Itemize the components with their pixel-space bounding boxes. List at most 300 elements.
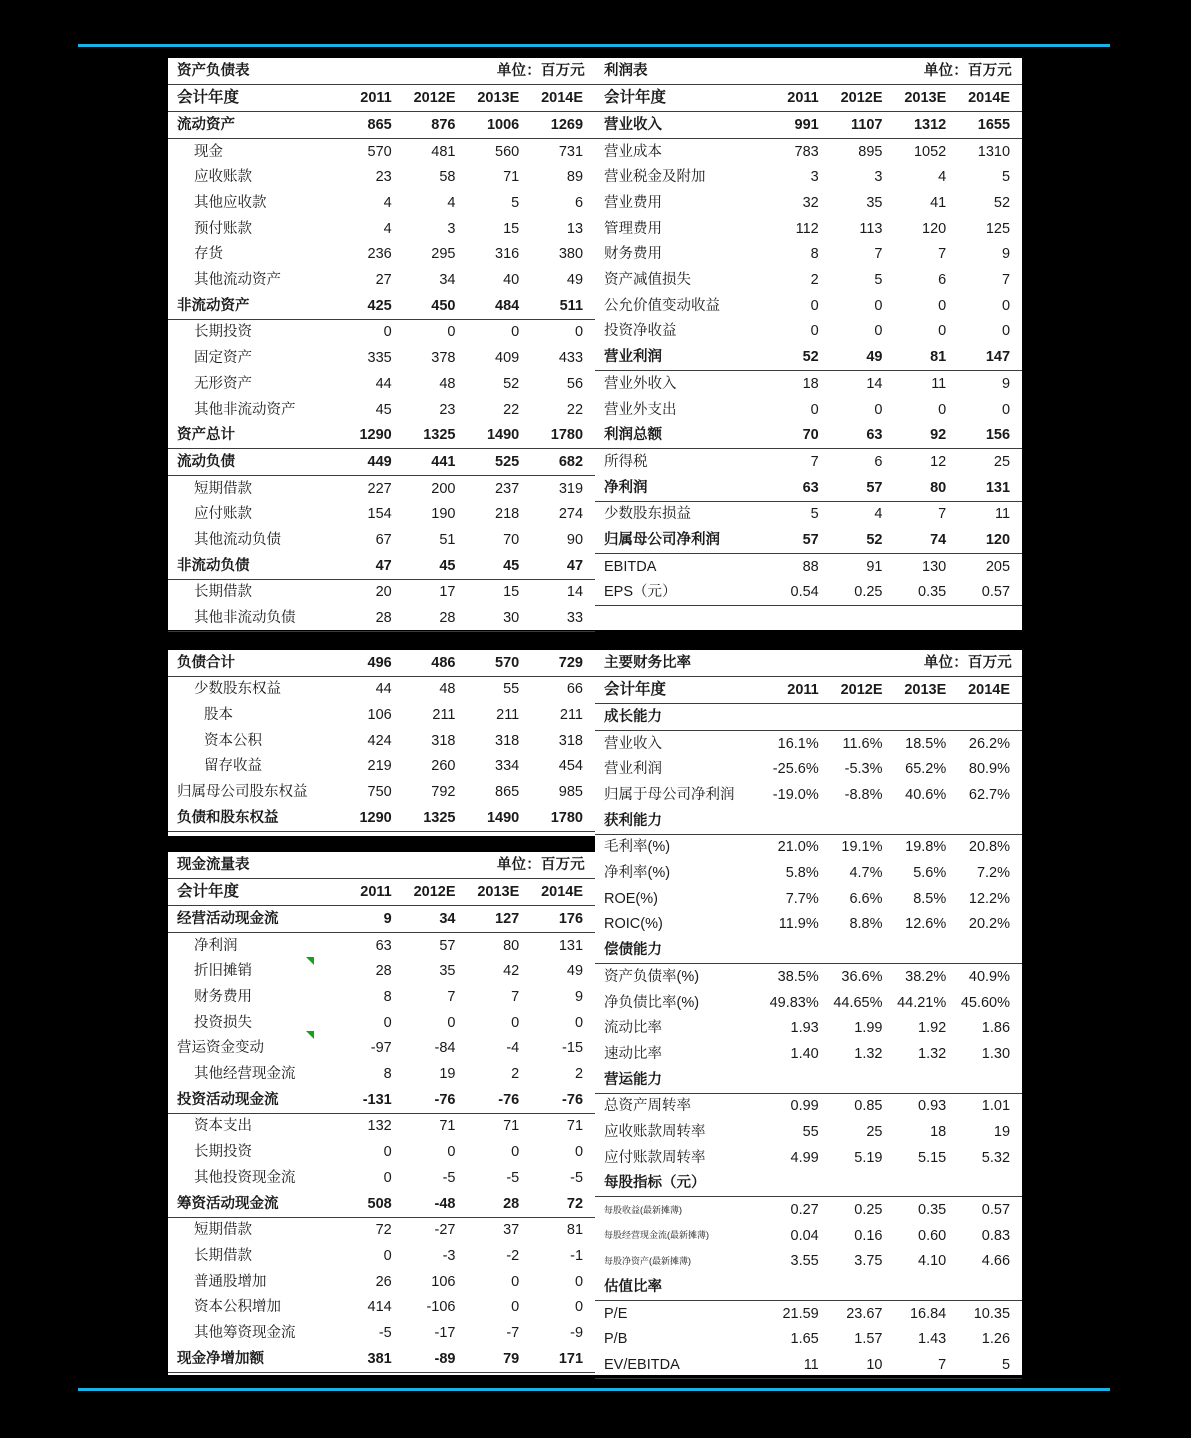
row-value: 0 [938, 297, 947, 314]
row-value [831, 938, 895, 964]
row-value: 6 [874, 453, 883, 470]
table-row [595, 1275, 1022, 1301]
row-value: 2012E [404, 84, 468, 112]
row-label: 每股净资产(最新摊薄) [604, 1256, 691, 1267]
row-value: 570 [468, 650, 532, 676]
table-row [595, 1145, 1022, 1171]
row-value: -7 [506, 1324, 520, 1341]
row-value: 1310 [977, 143, 1011, 160]
row-value: 783 [794, 143, 819, 160]
row-value: -1 [570, 1247, 584, 1264]
row-value: 12.6% [905, 916, 947, 933]
row-value: 0 [383, 324, 392, 341]
row-value: 237 [495, 480, 520, 497]
row-value: 496 [340, 650, 404, 676]
row-label: 营业利润 [604, 761, 662, 778]
row-label: 会计年度 [595, 84, 767, 112]
row-value: 2013E [895, 676, 959, 704]
row-value: 8 [383, 1066, 392, 1083]
unit-note: 单位：百万元 [767, 650, 1022, 676]
row-value: 433 [558, 350, 584, 367]
table-row [168, 1165, 595, 1191]
row-value: 25 [993, 453, 1011, 470]
row-value: 211 [559, 706, 583, 723]
row-value [958, 1067, 1022, 1093]
row-value: 380 [558, 246, 584, 263]
row-label: 现金 [194, 143, 223, 160]
row-value: 81 [566, 1222, 584, 1239]
row-label: 营运能力 [595, 1067, 767, 1093]
table-row [595, 964, 1022, 990]
table-row [595, 704, 1022, 731]
row-value: 0 [511, 1273, 520, 1290]
row-value: 71 [566, 1118, 584, 1135]
row-value: 3 [810, 169, 819, 186]
row-value: 22 [566, 401, 584, 418]
row-label: ROE(%) [604, 890, 658, 907]
row-label: 营业利润 [595, 345, 767, 371]
row-value: 51 [439, 531, 456, 548]
table-row [595, 190, 1022, 216]
row-value: 729 [531, 650, 595, 676]
row-value: 211 [432, 706, 456, 723]
table-row [168, 527, 595, 553]
row-value: 211 [496, 706, 520, 723]
table-row [595, 731, 1022, 757]
row-value: 52 [767, 345, 831, 371]
row-value: 52 [831, 527, 895, 553]
row-value: 58 [439, 169, 456, 186]
row-value: 35 [439, 963, 456, 980]
row-label: 短期借款 [194, 480, 252, 497]
row-label: 利润总额 [595, 423, 767, 449]
row-value: 20 [375, 584, 392, 601]
row-value: 57 [831, 475, 895, 501]
row-value: 0 [1001, 401, 1011, 418]
row-label: 营业费用 [604, 195, 662, 212]
row-value: 0.60 [918, 1227, 947, 1244]
row-value [958, 704, 1022, 731]
row-value: 0 [574, 1014, 584, 1031]
row-value: 218 [495, 506, 520, 523]
row-value: 11 [994, 506, 1011, 523]
row-value [767, 938, 831, 964]
row-label: 少数股东损益 [604, 506, 691, 523]
row-value: 227 [367, 480, 392, 497]
row-value: 7 [938, 246, 947, 263]
table-row [595, 216, 1022, 242]
row-value [831, 1275, 895, 1301]
row-value: 2014E [531, 878, 595, 906]
row-label: P/B [604, 1331, 628, 1348]
row-value: 48 [439, 681, 456, 698]
row-value: 0 [574, 1273, 584, 1290]
row-value: 0 [383, 1144, 392, 1161]
row-value: 0 [810, 323, 819, 340]
table-row [595, 423, 1022, 449]
row-value: -5 [506, 1169, 520, 1186]
row-value: 560 [495, 143, 520, 160]
row-value: 0.16 [854, 1227, 883, 1244]
row-value [958, 1275, 1022, 1301]
table-row [595, 808, 1022, 834]
row-value: 131 [558, 937, 584, 954]
table-row [168, 1062, 595, 1088]
row-label: EBITDA [604, 558, 657, 575]
row-value: 47 [340, 553, 404, 579]
row-label: 会计年度 [168, 878, 340, 906]
row-value: 1655 [958, 112, 1022, 139]
row-value [895, 1275, 959, 1301]
row-value: 260 [431, 758, 456, 775]
row-value: 2011 [767, 84, 831, 112]
table-row [595, 139, 1022, 165]
row-value: 731 [558, 143, 584, 160]
row-value: 0.93 [918, 1098, 947, 1115]
table-row [595, 1016, 1022, 1042]
row-value [831, 1067, 895, 1093]
row-value: 0.35 [918, 1202, 947, 1219]
row-value: 4.10 [918, 1253, 947, 1270]
row-value: 28 [404, 605, 468, 631]
table-row [595, 990, 1022, 1016]
row-value: 71 [439, 1118, 456, 1135]
row-label: 投资净收益 [604, 323, 677, 340]
header-rule [78, 44, 1110, 47]
table-row [595, 1197, 1022, 1223]
row-value: -76 [468, 1087, 532, 1113]
row-value: 38.2% [905, 968, 947, 985]
row-value: 0 [383, 1247, 392, 1264]
row-value: 1325 [404, 805, 468, 831]
row-value: 865 [340, 112, 404, 139]
row-value: 486 [404, 650, 468, 676]
table-row [595, 1327, 1022, 1353]
row-value: 865 [495, 784, 520, 801]
row-value: 62.7% [968, 787, 1011, 804]
row-value: 10 [831, 1353, 895, 1379]
row-value: 91 [866, 558, 883, 575]
row-label: 其他流动负债 [194, 531, 281, 548]
row-value: -25.6% [772, 761, 819, 778]
table-header-row [595, 676, 1022, 704]
row-value: 106 [367, 706, 392, 723]
row-label: 流动资产 [168, 112, 340, 139]
row-label: 营业收入 [604, 735, 662, 752]
row-label: 营运资金变动 [177, 1040, 264, 1057]
table-title-row [168, 58, 595, 84]
row-value: 40.6% [905, 787, 947, 804]
row-label: 流动负债 [168, 449, 340, 476]
row-value: 65.2% [905, 761, 947, 778]
row-value: 154 [367, 506, 392, 523]
row-label: 速动比率 [604, 1045, 662, 1062]
row-value: 127 [468, 906, 532, 933]
unit-note: 单位：百万元 [767, 58, 1022, 84]
row-value: 1.30 [981, 1045, 1011, 1062]
row-label: 管理费用 [604, 220, 662, 237]
row-value: 113 [859, 220, 883, 237]
row-value: 2013E [468, 878, 532, 906]
table-row [168, 933, 595, 959]
row-value: 1.65 [790, 1331, 819, 1348]
row-value: 52 [503, 375, 520, 392]
row-value: -89 [404, 1346, 468, 1372]
row-value: 89 [566, 169, 584, 186]
table-row [168, 371, 595, 397]
row-label: 负债合计 [168, 650, 340, 676]
table-row [168, 319, 595, 345]
table-row [595, 580, 1022, 606]
row-value [895, 938, 959, 964]
table-row [595, 501, 1022, 527]
table-row [168, 1036, 595, 1062]
row-value: 92 [895, 423, 959, 449]
table-row [168, 754, 595, 780]
balance-sheet-table [168, 58, 595, 632]
row-value: 0 [574, 324, 584, 341]
row-value: 7 [874, 246, 883, 263]
financial-ratios-body [595, 650, 1022, 1379]
row-value: 295 [431, 246, 456, 263]
row-label: 折旧摊销 [194, 963, 252, 980]
row-value: 6 [938, 272, 947, 289]
row-value: 44 [375, 681, 392, 698]
row-value: -84 [434, 1040, 456, 1057]
table-title: 主要财务比率 [595, 650, 767, 676]
row-value: 0 [574, 1144, 584, 1161]
row-value: 449 [340, 449, 404, 476]
row-value: 484 [468, 293, 532, 319]
row-label: 固定资产 [194, 350, 252, 367]
row-value: 80 [895, 475, 959, 501]
row-value [895, 1171, 959, 1197]
row-value: 2012E [404, 878, 468, 906]
row-label: 财务费用 [194, 989, 252, 1006]
row-value: 0 [1001, 297, 1011, 314]
row-value: 750 [367, 784, 392, 801]
row-value: 5 [874, 272, 883, 289]
row-value [895, 704, 959, 731]
row-value: 0.04 [790, 1227, 819, 1244]
row-value: 2012E [831, 84, 895, 112]
table-row [595, 475, 1022, 501]
row-value [831, 704, 895, 731]
row-label: 每股经营现金流(最新摊薄) [604, 1230, 709, 1241]
income-statement-body [595, 58, 1022, 606]
row-value: 414 [367, 1299, 392, 1316]
row-value: 156 [958, 423, 1022, 449]
row-value: 18 [802, 375, 819, 392]
row-label: 留存收益 [204, 758, 262, 775]
row-value: 1.26 [981, 1331, 1011, 1348]
row-value: 2011 [767, 676, 831, 704]
row-label: 净利率(%) [604, 865, 671, 882]
row-value: 1.32 [918, 1045, 947, 1062]
row-value: 1312 [895, 112, 959, 139]
row-value: 106 [431, 1273, 456, 1290]
table-row [595, 782, 1022, 808]
row-value: 1780 [531, 805, 595, 831]
row-value: 0 [447, 1144, 456, 1161]
row-value: 190 [431, 506, 456, 523]
row-value: -4 [506, 1040, 520, 1057]
row-value: -9 [570, 1324, 584, 1341]
row-value: 147 [958, 345, 1022, 371]
row-value: 9 [574, 989, 584, 1006]
cash-flow-table [168, 852, 595, 1373]
row-value: 0 [810, 297, 819, 314]
row-value: 334 [495, 758, 520, 775]
row-value: 0 [511, 1014, 520, 1031]
row-label: 其他经营现金流 [194, 1066, 296, 1083]
row-value: 0 [383, 1169, 392, 1186]
row-label: 资产负债率(%) [604, 968, 700, 985]
row-label: 其他非流动负债 [168, 605, 340, 631]
row-value: 80.9% [968, 761, 1011, 778]
table-row [595, 242, 1022, 268]
row-value: 55 [802, 1123, 819, 1140]
row-label: 归属母公司净利润 [595, 527, 767, 553]
row-label: 少数股东权益 [194, 681, 281, 698]
table-header-row [168, 878, 595, 906]
row-value: 991 [767, 112, 831, 139]
table-row [168, 190, 595, 216]
table-row [168, 502, 595, 528]
table-row [168, 216, 595, 242]
table-row [595, 1249, 1022, 1275]
row-value: 45.60% [960, 994, 1011, 1011]
unit-note: 单位：百万元 [340, 852, 595, 878]
table-row [595, 268, 1022, 294]
row-value: 11.6% [842, 735, 883, 752]
row-value: 5.6% [913, 865, 947, 882]
row-value: 45 [375, 401, 392, 418]
row-label: 其他流动资产 [194, 272, 281, 289]
row-value: 1006 [468, 112, 532, 139]
table-row [168, 397, 595, 423]
table-row [168, 959, 595, 985]
row-value: 71 [503, 1118, 520, 1135]
equity-body [168, 650, 595, 831]
row-value: 4 [938, 169, 947, 186]
row-value: 120 [958, 527, 1022, 553]
row-value: 57 [439, 937, 456, 954]
row-value: 570 [367, 143, 392, 160]
table-row [595, 449, 1022, 475]
row-label: 经营活动现金流 [168, 906, 340, 933]
row-label: 预付账款 [194, 220, 252, 237]
row-value: 8.5% [913, 890, 947, 907]
row-value: -8.8% [844, 787, 883, 804]
table-row [168, 1191, 595, 1217]
row-value: 5 [810, 506, 819, 523]
row-value: 40.9% [968, 968, 1011, 985]
row-label: 毛利率(%) [604, 839, 671, 856]
row-value: -5 [378, 1324, 392, 1341]
row-label: 偿债能力 [595, 938, 767, 964]
row-value: 49 [566, 272, 584, 289]
row-value: 9 [1001, 246, 1011, 263]
row-value: 4 [447, 195, 456, 212]
row-value: 72 [375, 1222, 392, 1239]
row-value: 55 [503, 681, 520, 698]
row-value: 4.7% [849, 865, 883, 882]
row-value: 0 [874, 401, 883, 418]
row-value: 5.15 [918, 1149, 947, 1166]
row-value: 1052 [913, 143, 947, 160]
row-value: 4 [383, 195, 392, 212]
row-value: 6 [574, 195, 584, 212]
table-row [595, 912, 1022, 938]
row-label: 应收账款周转率 [604, 1123, 706, 1140]
row-value: 131 [958, 475, 1022, 501]
row-value: 49 [566, 963, 584, 980]
row-value: 0.57 [981, 1202, 1011, 1219]
row-value: 14 [866, 375, 883, 392]
row-value: 5 [511, 195, 520, 212]
row-value: 19.1% [841, 839, 883, 856]
row-value: 0.57 [958, 580, 1022, 606]
row-value: 2 [511, 1066, 520, 1083]
row-value: 508 [340, 1191, 404, 1217]
row-label: 财务费用 [604, 246, 662, 263]
row-label: 长期投资 [194, 1144, 252, 1161]
row-value: 425 [340, 293, 404, 319]
row-label: 营业收入 [595, 112, 767, 139]
row-label: 非流动负债 [168, 553, 340, 579]
table-title-row [595, 650, 1022, 676]
table-title: 利润表 [595, 58, 767, 84]
row-value: 0 [574, 1299, 584, 1316]
table-header-row [595, 84, 1022, 112]
row-value: 37 [503, 1222, 520, 1239]
row-value: 90 [566, 531, 584, 548]
row-value: 2011 [340, 84, 404, 112]
row-value: 2013E [895, 84, 959, 112]
row-value: 0.35 [895, 580, 959, 606]
table-row [595, 1223, 1022, 1249]
row-label: 公允价值变动收益 [604, 297, 720, 314]
table-row [168, 423, 595, 449]
table-row [168, 1269, 595, 1295]
row-value: 17 [439, 584, 456, 601]
row-value [958, 808, 1022, 834]
row-value: 1290 [340, 805, 404, 831]
row-label: 存货 [194, 246, 223, 263]
row-value: 2011 [340, 878, 404, 906]
table-row [595, 861, 1022, 887]
row-value: 125 [985, 220, 1011, 237]
row-value: 12 [930, 453, 947, 470]
table-row [595, 1301, 1022, 1327]
row-value: 1.57 [854, 1331, 883, 1348]
table-row [595, 293, 1022, 319]
row-value: 9 [1001, 375, 1011, 392]
row-value: 9 [340, 906, 404, 933]
row-value: 1.92 [918, 1020, 947, 1037]
row-value: 1490 [468, 423, 532, 449]
row-label: 其他投资现金流 [194, 1169, 296, 1186]
row-value: -15 [562, 1040, 584, 1057]
row-value: 3.75 [854, 1253, 883, 1270]
row-value [895, 808, 959, 834]
row-value: 3.55 [790, 1253, 819, 1270]
row-value: 1.86 [981, 1020, 1011, 1037]
row-value: 335 [367, 350, 392, 367]
table-row [168, 1217, 595, 1243]
row-value: 0.99 [790, 1098, 819, 1115]
